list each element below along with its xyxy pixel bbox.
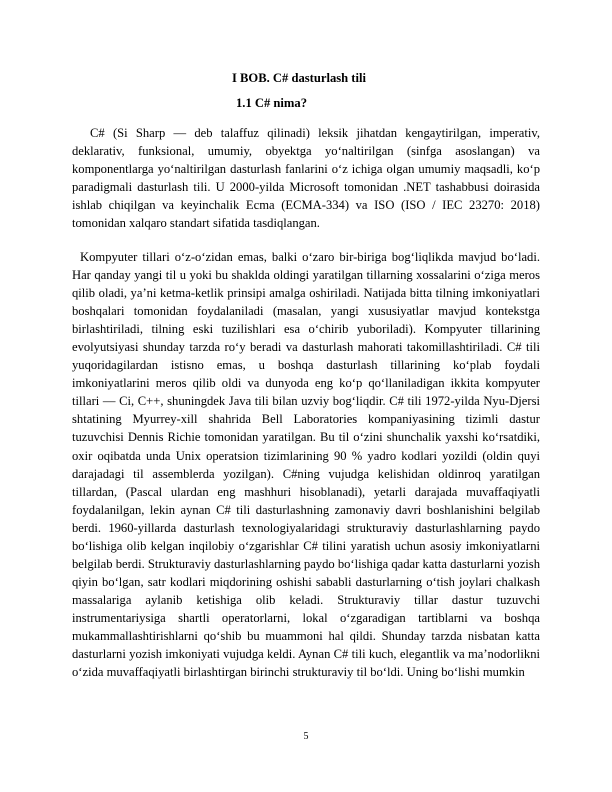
paragraph-history: Kompyuter tillari o‘z-o‘zidan emas, balki o‘zaro bir-biriga bog‘liqlikda mavjud bo‘ladi. Har qanday yangi til u yoki bu shaklda oldingi yaratilgan tillarning xossalarini o‘ziga meros qilib oladi, ya’ni ketma-ketlik prinsipi amalga oshiriladi. Natijada bitta tilning imkoniyatlari boshqalari tomonidan foydalaniladi (masalan, yangi xususiyatlar mavjud kontekstga birlashtiriladi, tilning eski tuzilishlari esa o‘chirib yuboriladi). Kompyuter tillarining evolyutsiyasi shunday tarzda ro‘y beradi va dasturlash mahorati takomillashtiriladi. C# tili yuqoridagilardan istisno emas, u boshqa dasturlash tillarining ko‘plab foydali imkoniyatlarini meros qilib oldi va dunyoda eng ko‘p qo‘llaniladigan ikkita kompyuter tillari — Ci, C++, shuningdek Java tili bilan uzviy bog‘liqdir. C# tili 1972-yilda Nyu-Djersi shtatining Myurrey-xill shahrida Bell Laboratories kompaniyasining tizimli dastur tuzuvchisi Dennis Richie tomonidan yaratilgan. Bu til o‘zini shunchalik yaxshi ko‘rsatdiki, oxir oqibatda unda Unix operatsion tizimlarining 90 % yadro kodlari yozildi (oldin quyi darajadagi til assemblerda yozilgan). C#ning vujudga kelishidan oldinroq yaratilgan tillardan, (Pascal ulardan eng mashhuri hisoblanadi), yetarli darajada muvaffaqiyatli foydalanilgan, lekin aynan C# tili dasturlashning zamonaviy davri boshlanishini belgilab berdi. 1960-yillarda dasturlash texnologiyalaridagi strukturaviy dasturlashlarning paydo bo‘lishiga olib kelgan inqilobiy o‘zgarishlar C# tilini yaratish uchun asosiy imkoniyatlarni belgilab berdi. Strukturaviy dasturlashlarning paydo bo‘lishiga qadar katta dasturlarni yozish qiyin bo‘lgan, satr kodlari miqdorining oshishi sababli dasturlarning o‘tish joylari chalkash massalariga aylanib ketishiga olib keladi. Strukturaviy tillar dastur tuzuvchi instrumentariysiga shartli operatorlarni, lokal o‘zgaradigan tartiblarni va boshqa mukammallashtirishlarni qo‘shib bu muammoni hal qildi. Shunday tarzda nisbatan katta dasturlarni yozish imkoniyati vujudga keldi. Aynan C# tili kuch, elegantlik va ma’nodorlikni o‘zida muvaffaqiyatli birlashtirgan birinchi strukturaviy til bo‘ldi. Uning bo‘lishi mumkin [72, 250, 540, 680]
paragraph-intro: C# (Si Sharp — deb talaffuz qilinadi) leksik jihatdan kengaytirilgan, imperativ, deklarativ, funksional, umumiy, obyektga yo‘naltirilgan (sinfga asoslangan) va komponentlarga yo‘naltirilgan dasturlash fanlarini o‘z ichiga olgan umumiy maqsadli, ko‘p paradigmali dasturlash tili. U 2000-yilda Microsoft tomonidan .NET tashabbusi doirasida ishlab chiqilgan va keyinchalik Ecma (ECMA-334) va ISO (ISO / IEC 23270: 2018) tomonidan xalqaro standart sifatida tasdiqlangan. [72, 126, 540, 231]
section-title: 1.1 C# nima? [236, 96, 308, 110]
chapter-title: I BOB. C# dasturlash tili [231, 71, 366, 85]
page-number: 5 [303, 731, 309, 742]
